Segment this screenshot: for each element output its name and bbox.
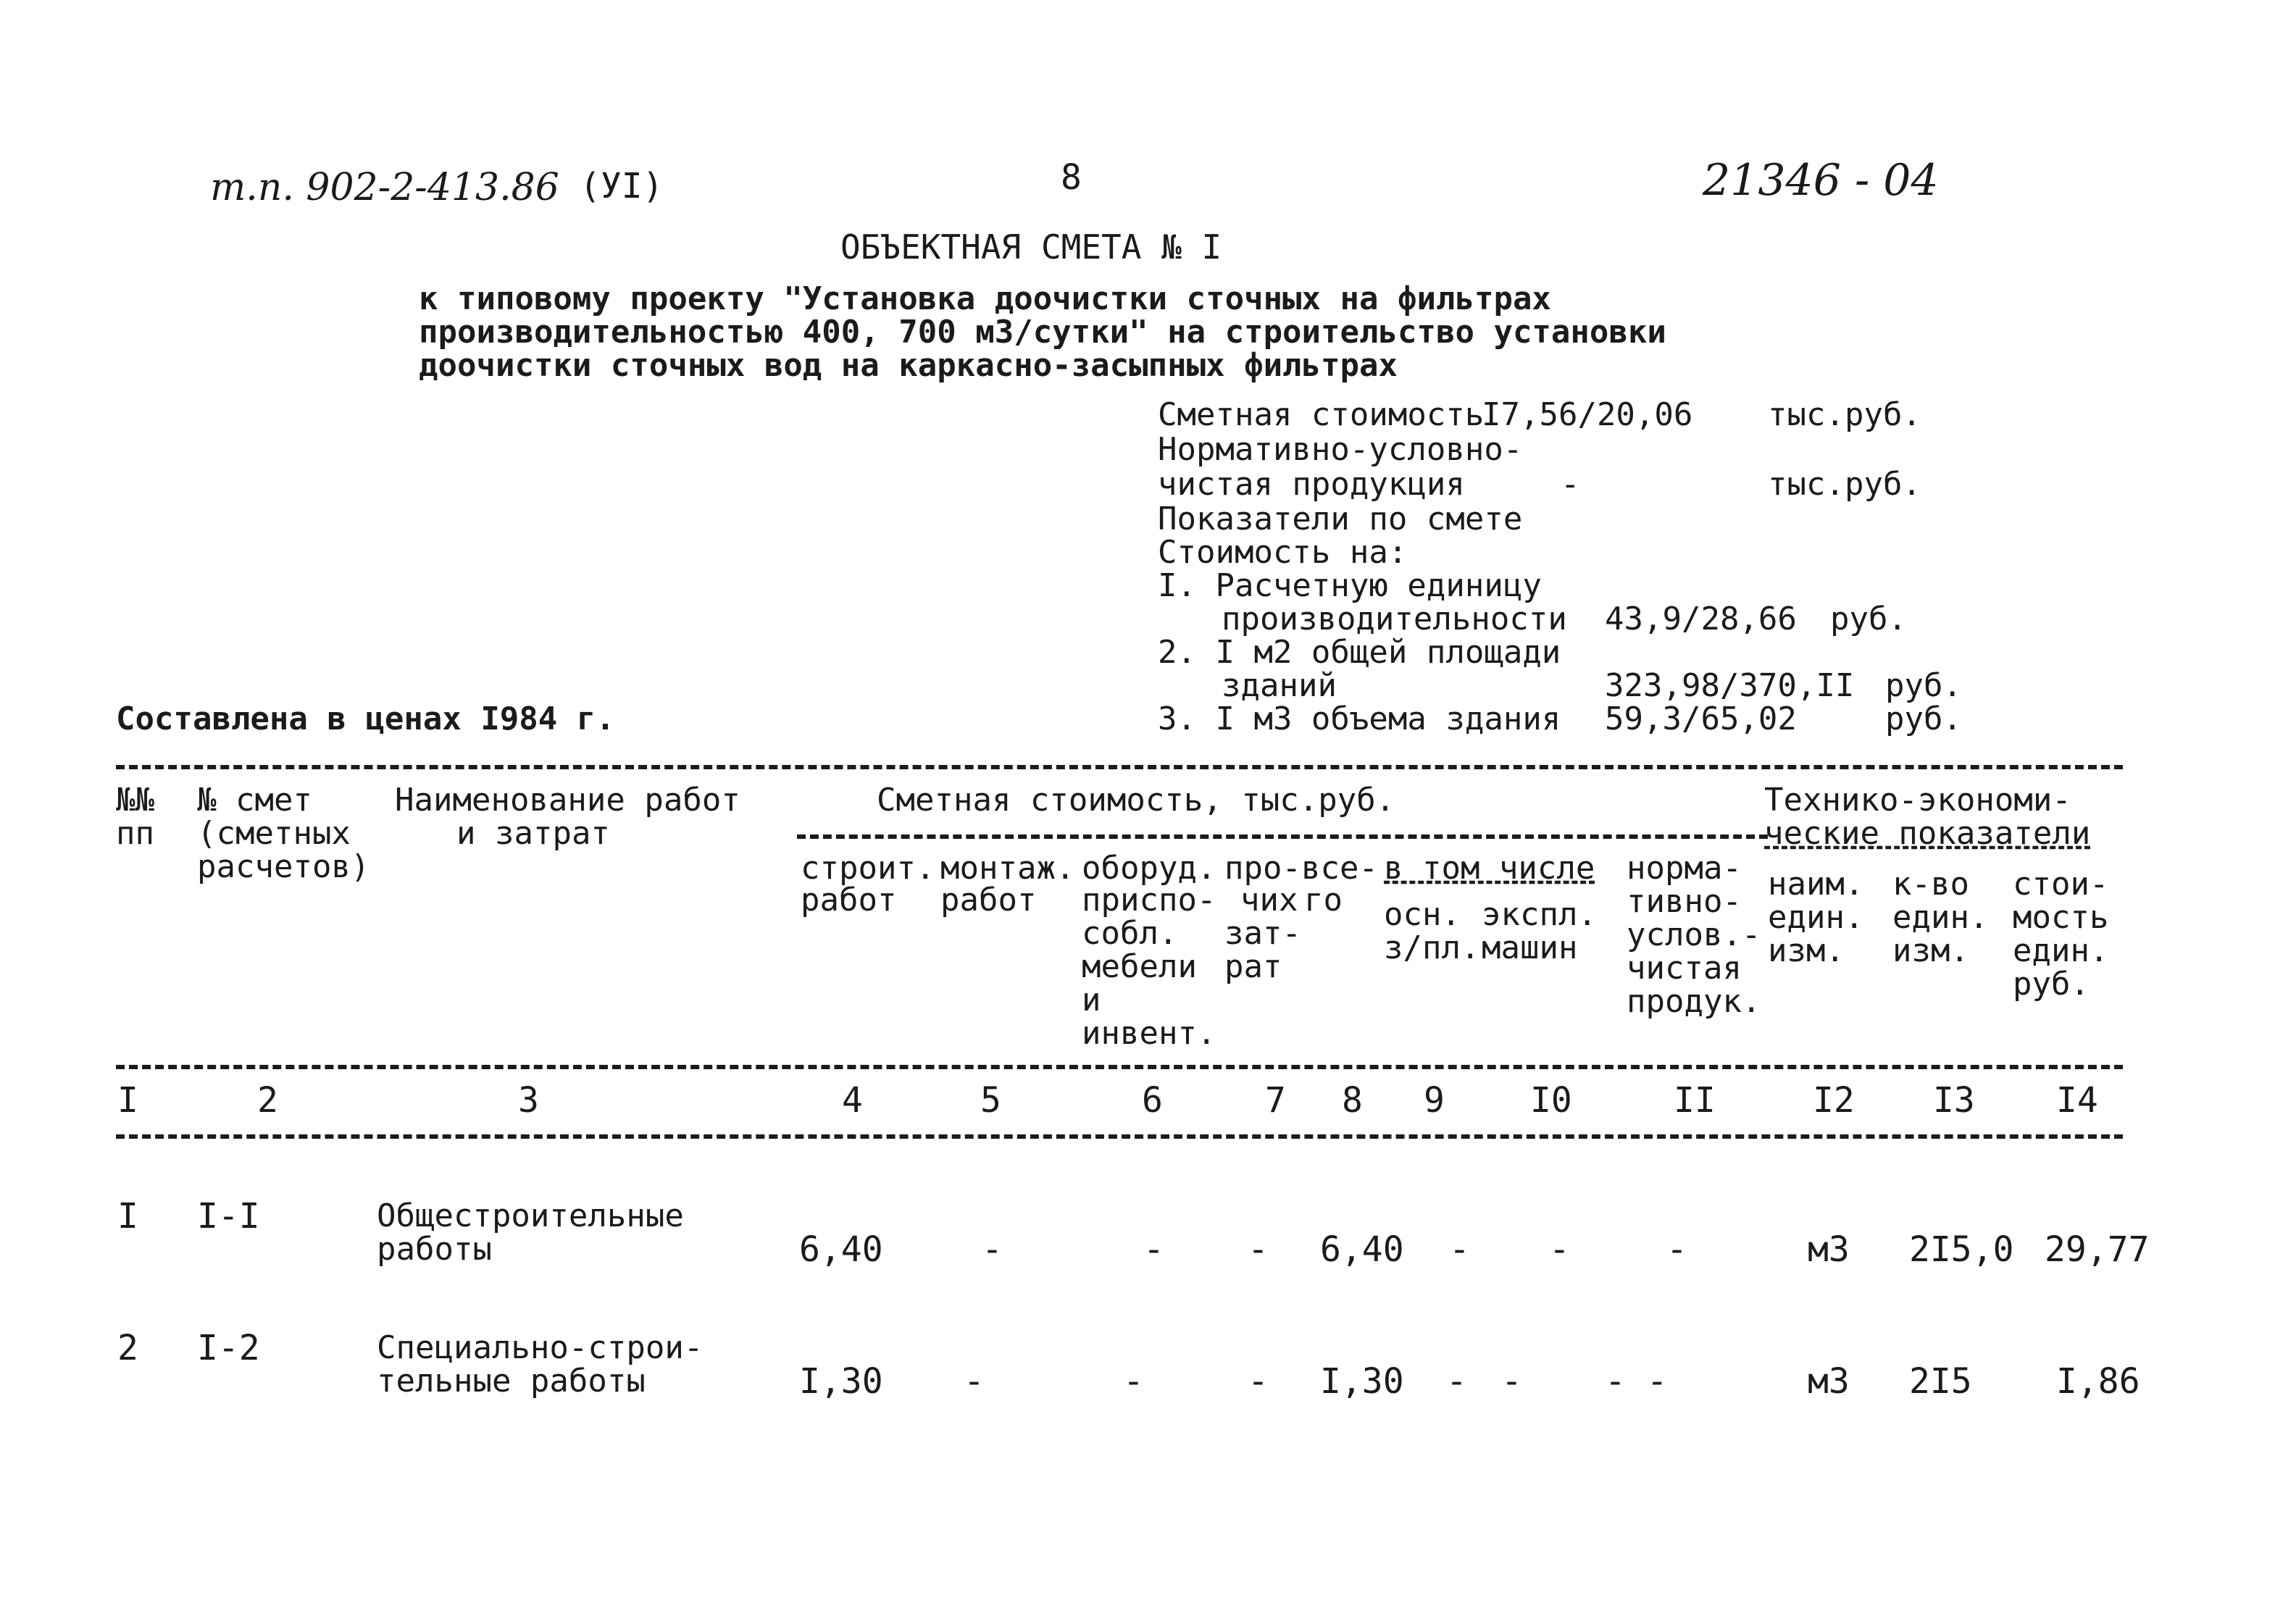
row2-installation-cost: -: [964, 1361, 985, 1402]
document-part: (УI): [580, 166, 664, 206]
col-number: 4: [842, 1080, 863, 1121]
indicator-2-label-2: зданий: [1222, 667, 1337, 704]
cost-group-header: Сметная стоимость, тыс.руб.: [877, 782, 1395, 819]
col10-header-2: машин: [1482, 929, 1578, 966]
col7-header-3: зат-: [1224, 915, 1301, 952]
row1-quantity: 2I5,0: [1909, 1229, 2014, 1270]
col-number: I4: [2056, 1080, 2098, 1121]
row1-unit-cost: 29,77: [2045, 1229, 2150, 1270]
table-top-rule: [116, 765, 2123, 769]
row1-total-cost: 6,40: [1320, 1229, 1404, 1270]
col6-header-5: и: [1082, 982, 1101, 1018]
col14-header-4: руб.: [2013, 966, 2090, 1003]
row2-estimate: I-2: [197, 1328, 260, 1368]
col-number: 5: [980, 1080, 1001, 1121]
col-number: I2: [1813, 1080, 1855, 1121]
prices-note: Составлена в ценах I984 г.: [116, 700, 615, 737]
row1-number: I: [117, 1196, 138, 1237]
normative-unit: тыс.руб.: [1768, 466, 1921, 503]
row1-equipment-cost: -: [1143, 1229, 1164, 1270]
col14-header-1: стои-: [2013, 866, 2109, 903]
subtitle-line-3: доочистки сточных вод на каркасно-засыпных фильтрах: [419, 347, 1398, 384]
row1-wages: -: [1449, 1229, 1470, 1270]
col14-header-2: мость: [2013, 899, 2109, 936]
page-number: 8: [1061, 157, 1082, 198]
col11-header-3: услов.-: [1627, 916, 1761, 953]
row2-quantity: 2I5: [1909, 1361, 1972, 1402]
col-number: 3: [518, 1080, 539, 1121]
col7-header-1: про-: [1224, 850, 1301, 887]
col-number: 8: [1342, 1080, 1363, 1121]
col1-header-1: №№: [116, 782, 154, 819]
row2-unit-cost: I,86: [2056, 1361, 2140, 1402]
row2-construction-cost: I,30: [799, 1361, 883, 1402]
row1-installation-cost: -: [982, 1229, 1003, 1270]
col6-header-6: инвент.: [1082, 1015, 1216, 1052]
incl-group-header: в том числе: [1384, 850, 1595, 887]
col6-header-3: собл.: [1082, 915, 1178, 952]
col-number: I0: [1530, 1080, 1572, 1121]
col-number: I: [117, 1080, 138, 1121]
col3-header-2: и затрат: [456, 815, 610, 852]
col12-header-1: наим.: [1768, 866, 1864, 903]
row2-number: 2: [117, 1328, 138, 1368]
col-number: I3: [1933, 1080, 1975, 1121]
col12-header-3: изм.: [1768, 932, 1845, 969]
row2-wages: -: [1446, 1361, 1467, 1402]
indicator-1-unit: руб.: [1830, 601, 1907, 637]
indicator-2-value: 323,98/370,II: [1605, 667, 1855, 704]
estimated-cost-unit: тыс.руб.: [1768, 396, 1921, 433]
row1-estimate: I-I: [197, 1196, 260, 1237]
indicator-3-label: 3. I м3 объема здания: [1158, 700, 1561, 737]
row1-name-2: работы: [377, 1231, 492, 1268]
cost-per-label: Стоимость на:: [1158, 534, 1408, 571]
row2-machines: -: [1501, 1361, 1522, 1402]
col4-header-2: работ: [801, 882, 897, 919]
col8-header-1: все-: [1301, 850, 1378, 887]
row1-machines: -: [1549, 1229, 1570, 1270]
col5-header-1: монтаж.: [940, 850, 1075, 887]
indicator-1-label-1: I. Расчетную единицу: [1158, 567, 1542, 604]
col6-header-1: оборуд.: [1082, 850, 1216, 887]
normative-label-2: чистая продукция: [1158, 466, 1465, 503]
col5-header-2: работ: [940, 882, 1037, 919]
col-number: 9: [1424, 1080, 1445, 1121]
indicator-3-value: 59,3/65,02: [1605, 700, 1797, 737]
col13-header-2: един.: [1892, 899, 1989, 936]
col11-header-4: чистая: [1627, 950, 1742, 987]
tech-group-header-1: Технико-экономи-: [1764, 782, 2071, 819]
indicator-2-label-1: 2. I м2 общей площади: [1158, 634, 1561, 671]
row2-name-1: Специально-строи-: [377, 1329, 704, 1366]
indicators-label: Показатели по смете: [1158, 501, 1523, 537]
col9-header-1: осн.: [1384, 896, 1461, 933]
col-number: 6: [1142, 1080, 1163, 1121]
col2-header-3: расчетов): [197, 848, 370, 885]
row2-total-cost: I,30: [1320, 1361, 1404, 1402]
indicator-3-unit: руб.: [1885, 700, 1962, 737]
indicator-2-unit: руб.: [1885, 667, 1962, 704]
col9-header-2: з/пл.: [1384, 929, 1480, 966]
col1-header-2: пп: [116, 815, 154, 852]
indicator-1-label-2: производительности: [1222, 601, 1567, 637]
tech-group-header-2: ческие показатели: [1764, 815, 2091, 852]
row2-unit: м3: [1808, 1361, 1850, 1402]
col4-header-1: строит.: [801, 850, 935, 887]
document-reference: т.п. 902-2-413.86: [210, 166, 559, 209]
col7-header-4: рат: [1224, 948, 1282, 985]
col2-header-2: (сметных: [197, 815, 351, 852]
row1-name-1: Общестроительные: [377, 1197, 684, 1234]
indicator-1-value: 43,9/28,66: [1605, 601, 1797, 637]
estimated-cost-label: Сметная стоимость: [1158, 396, 1485, 433]
col6-header-4: мебели: [1082, 948, 1197, 985]
col10-header-1: экспл.: [1482, 896, 1597, 933]
document-title: ОБЪЕКТНАЯ СМЕТА № I: [840, 227, 1222, 267]
header-bottom-rule: [116, 1065, 2123, 1069]
row2-net-product: - -: [1605, 1361, 1668, 1402]
archive-number: 21346 - 04: [1703, 155, 1939, 206]
col11-header-5: продук.: [1627, 983, 1761, 1020]
estimated-cost-value: I7,56/20,06: [1482, 396, 1693, 433]
row2-equipment-cost: -: [1123, 1361, 1144, 1402]
col7-header-2: чих: [1240, 882, 1298, 919]
col8-header-2: го: [1304, 882, 1343, 919]
row1-unit: м3: [1808, 1229, 1850, 1270]
col13-header-3: изм.: [1892, 932, 1969, 969]
col-number: 2: [257, 1080, 278, 1121]
col-number: II: [1674, 1080, 1716, 1121]
col14-header-3: един.: [2013, 932, 2109, 969]
col12-header-2: един.: [1768, 899, 1864, 936]
col6-header-2: приспо-: [1082, 882, 1216, 919]
col11-header-1: норма-: [1627, 850, 1742, 887]
row2-other-cost: -: [1248, 1361, 1269, 1402]
row1-construction-cost: 6,40: [799, 1229, 883, 1270]
normative-value: -: [1561, 466, 1580, 503]
subtitle-line-1: к типовому проекту "Установка доочистки сточных на фильтрах: [419, 280, 1551, 317]
col-number: 7: [1265, 1080, 1286, 1121]
col13-header-1: к-во: [1892, 866, 1969, 903]
row1-other-cost: -: [1248, 1229, 1269, 1270]
row2-name-2: тельные работы: [377, 1363, 646, 1400]
col11-header-2: тивно-: [1627, 883, 1742, 920]
subtitle-line-2: производительностью 400, 700 м3/сутки" на строительство установки: [419, 314, 1666, 351]
col3-header-1: Наименование работ: [395, 782, 740, 819]
column-numbers-rule: [116, 1134, 2123, 1139]
row1-net-product: -: [1666, 1229, 1687, 1270]
col2-header-1: № смет: [197, 782, 312, 819]
cost-group-rule: [797, 834, 1768, 839]
normative-label-1: Нормативно-условно-: [1158, 431, 1523, 468]
